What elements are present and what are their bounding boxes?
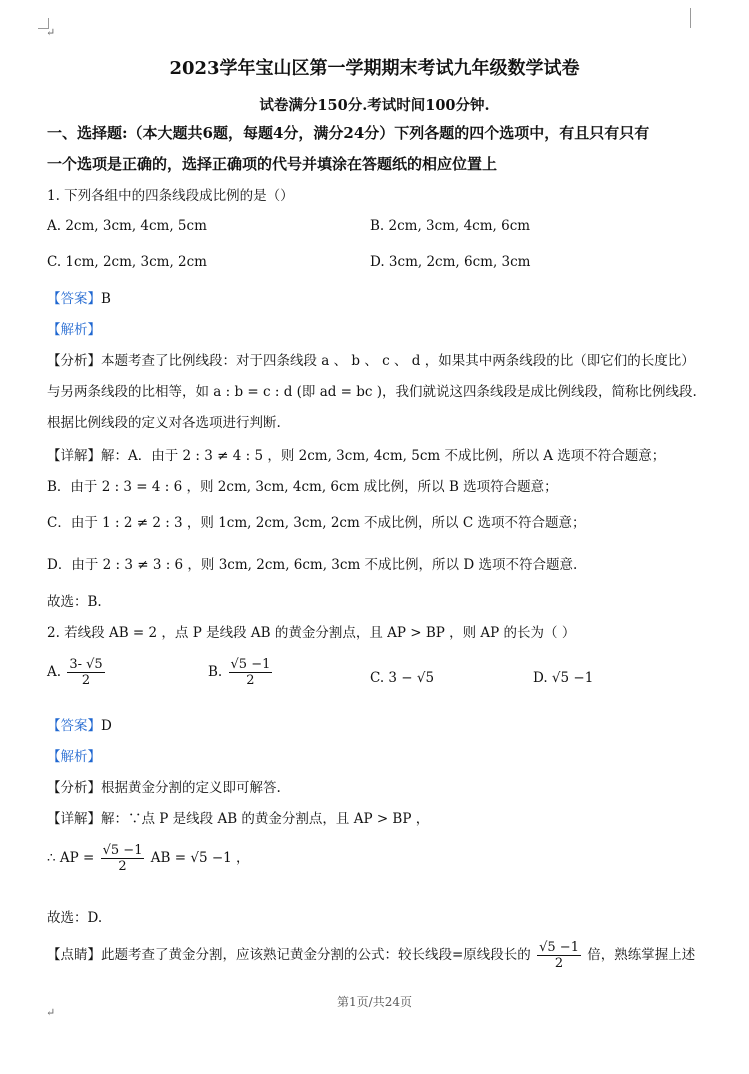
q2-option-b-numerator: √5 −1 [230, 657, 271, 672]
q2-option-c: C. 3 − √5 [370, 670, 435, 686]
q2-dianjing-numerator: √5 −1 [539, 940, 579, 955]
q2-option-a-fraction [67, 657, 104, 688]
q1-analysis-label: 【解析】 [47, 322, 101, 338]
q2-answer-value: D [101, 718, 112, 734]
document-subtitle: 试卷满分150分.考试时间100分钟. [259, 97, 490, 114]
q1-option-d: D. 3cm, 2cm, 6cm, 3cm [370, 254, 531, 270]
q2-fenxi: 【分析】根据黄金分割的定义即可解答. [47, 780, 281, 796]
q1-option-a: A. 2cm, 3cm, 4cm, 5cm [47, 218, 207, 234]
q2-answer [47, 717, 112, 735]
crop-mark-top-right [690, 8, 701, 28]
q1-detail-line4: D．由于 2 : 3 ≠ 3 : 6 ，则 3cm, 2cm, 6cm, 3cm 不成比例，所以 D 选项不符合题意. [47, 557, 578, 573]
q2-option-b-label: B. [208, 664, 223, 680]
q2-analysis-tag [47, 748, 101, 766]
q2-conclusion: 故选：D. [47, 910, 103, 926]
q1-analysis-tag [47, 321, 101, 339]
page-footer: 第1页/共24页 [337, 995, 412, 1009]
paragraph-mark-bottom: ↵ [46, 1006, 56, 1019]
document-title: 2023学年宝山区第一学期期末考试九年级数学试卷 [169, 58, 580, 79]
q2-dianjing-post: 倍，熟练掌握上述 [587, 947, 696, 963]
q1-answer-value: B [101, 291, 111, 307]
q1-detail-line1: 【详解】解：A．由于 2 : 3 ≠ 4 : 5 ，则 2cm, 3cm, 4cm, 5cm 不成比例，所以 A 选项不符合题意； [47, 448, 666, 464]
q1-answer [47, 290, 111, 308]
q2-therefore-post: AB = √5 −1 ， [150, 850, 250, 866]
q1-detail-line2: B．由于 2 : 3 = 4 : 6 ，则 2cm, 3cm, 4cm, 6cm 成比例，所以 B 选项符合题意； [47, 479, 558, 495]
paragraph-mark: ↵ [46, 26, 56, 39]
q1-conclusion: 故选：B. [47, 594, 102, 610]
q2-option-b-denominator: 2 [246, 673, 255, 688]
q2-therefore-denominator: 2 [118, 859, 127, 874]
q2-dianjing-pre: 【点睛】此题考查了黄金分割，应该熟记黄金分割的公式：较长线段=原线段长的 [47, 947, 531, 963]
q2-detail: 【详解】解：∵点 P 是线段 AB 的黄金分割点，且 AP > BP ， [47, 811, 430, 827]
q2-stem: 2. 若线段 AB = 2 ，点 P 是线段 AB 的黄金分割点，且 AP > BP ，则 AP 的长为（ ） [47, 625, 576, 641]
q2-option-a [47, 657, 107, 688]
q2-option-b-fraction [229, 657, 273, 688]
q2-option-a-denominator: 2 [81, 673, 91, 688]
q1-fenxi-line2: 与另两条线段的比相等，如 a : b = c : d (即 ad = bc )，我们就说这四条线段是成比例线段，简称比例线段. [47, 384, 697, 400]
q1-option-c: C. 1cm, 2cm, 3cm, 2cm [47, 254, 207, 270]
q2-therefore-fraction [101, 843, 145, 874]
section-heading-line1: 一、选择题:（本大题共6题，每题4分，满分24分）下列各题的四个选项中，有且只有只有 [47, 124, 650, 142]
q1-fenxi-line1: 【分析】本题考查了比例线段：对于四条线段 a 、 b 、 c 、 d ，如果其中两条线段的比（即它们的长度比） [47, 353, 695, 369]
q2-therefore-line [47, 843, 250, 874]
q2-analysis-label: 【解析】 [47, 749, 101, 765]
q1-option-b: B. 2cm, 3cm, 4cm, 6cm [370, 218, 531, 234]
q1-answer-tag: 【答案】 [47, 291, 101, 307]
q2-answer-tag: 【答案】 [47, 718, 101, 734]
q1-detail-line3: C．由于 1 : 2 ≠ 2 : 3 ，则 1cm, 2cm, 3cm, 2cm 不成比例，所以 C 选项不符合题意； [47, 515, 586, 531]
q2-therefore-numerator: √5 −1 [102, 843, 143, 858]
q2-dianjing-fraction [537, 940, 581, 971]
q2-therefore-pre: ∴ AP = [47, 850, 95, 866]
q2-option-b [208, 657, 274, 688]
section-heading-line2: 一个选项是正确的，选择正确项的代号并填涂在答题纸的相应位置上 [47, 155, 498, 173]
q2-dianjing-line [47, 940, 695, 971]
q2-dianjing-denominator: 2 [554, 956, 564, 971]
q1-stem: 1. 下列各组中的四条线段成比例的是（） [47, 188, 294, 204]
q2-option-a-label: A. [47, 664, 62, 680]
q1-fenxi-line3: 根据比例线段的定义对各选项进行判断. [47, 415, 281, 431]
q2-option-d: D. √5 −1 [533, 670, 594, 686]
q2-option-a-numerator: 3- √5 [69, 657, 103, 672]
